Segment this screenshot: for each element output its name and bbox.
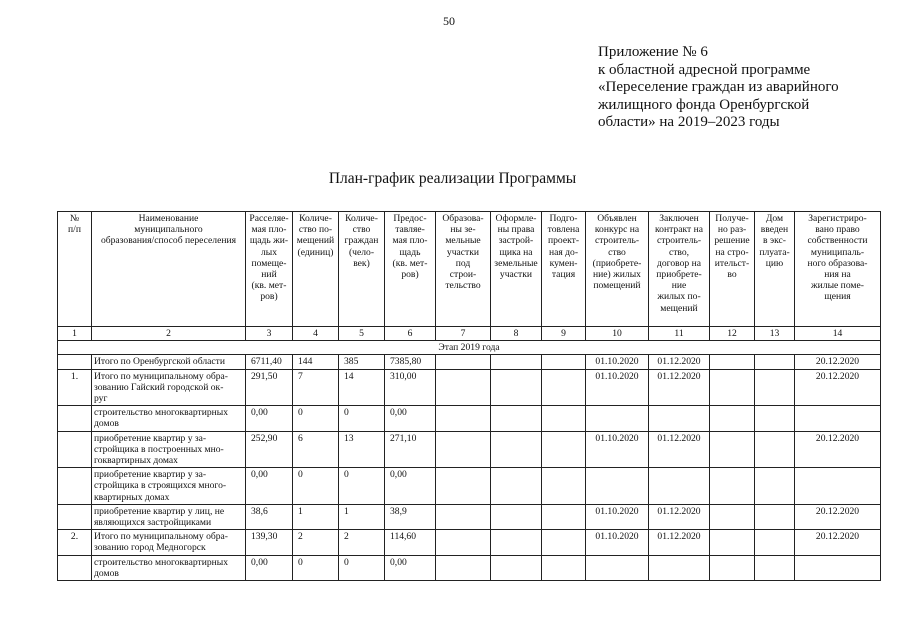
table-cell: 20.12.2020: [795, 431, 881, 468]
column-number: 11: [649, 327, 710, 341]
table-cell: 139,30: [246, 530, 293, 555]
table-cell: 20.12.2020: [795, 369, 881, 406]
table-cell: [58, 355, 92, 369]
table-cell: 13: [339, 431, 385, 468]
table-cell: 144: [293, 355, 339, 369]
table-row: [58, 406, 881, 431]
column-header: Дом введен в экс- плуата- цию: [755, 212, 795, 327]
column-number: 5: [339, 327, 385, 341]
table-cell: 20.12.2020: [795, 504, 881, 529]
table-cell: [58, 504, 92, 529]
column-header: Предос- тавляе- мая пло- щадь (кв. мет- ров): [385, 212, 436, 327]
table-row: [58, 431, 881, 468]
column-number: 9: [542, 327, 586, 341]
column-number: 4: [293, 327, 339, 341]
table-cell: 6: [293, 431, 339, 468]
table-cell: [755, 406, 795, 431]
table-cell: [542, 504, 586, 529]
table-cell: [649, 468, 710, 505]
table-cell: 114,60: [385, 530, 436, 555]
table-cell: Итого по муниципальному обра- зованию город Медногорск: [92, 530, 246, 555]
table-cell: [436, 355, 491, 369]
table-cell: [710, 530, 755, 555]
table-row: [58, 355, 881, 369]
table-cell: 7385,80: [385, 355, 436, 369]
table-cell: [491, 530, 542, 555]
table-cell: строительство многоквартирных домов: [92, 555, 246, 580]
table-cell: 385: [339, 355, 385, 369]
column-number: 1: [58, 327, 92, 341]
table-cell: 0: [339, 406, 385, 431]
table-cell: 310,00: [385, 369, 436, 406]
table-cell: 0,00: [246, 555, 293, 580]
column-header: Зарегистриро- вано право собственности муниципаль- ного образова- ния на жилые поме- щения: [795, 212, 881, 327]
table-cell: 01.10.2020: [586, 530, 649, 555]
table-cell: [542, 555, 586, 580]
table-cell: [491, 555, 542, 580]
column-header: Количе- ство по- мещений (единиц): [293, 212, 339, 327]
table-cell: [58, 468, 92, 505]
table-cell: 271,10: [385, 431, 436, 468]
table-cell: [58, 406, 92, 431]
table-cell: [755, 530, 795, 555]
table-cell: [491, 468, 542, 505]
appendix-line: жилищного фонда Оренбургской: [598, 96, 810, 113]
column-number: 6: [385, 327, 436, 341]
column-number: 12: [710, 327, 755, 341]
header-row: [58, 212, 881, 327]
table-cell: [542, 431, 586, 468]
table-cell: Итого по муниципальному обра- зованию Гайский городской ок- руг: [92, 369, 246, 406]
table-cell: 252,90: [246, 431, 293, 468]
table-row: [58, 530, 881, 555]
table-row: [58, 468, 881, 505]
table-cell: [58, 555, 92, 580]
table-cell: [436, 431, 491, 468]
table-cell: 01.12.2020: [649, 355, 710, 369]
schedule-table: [57, 211, 881, 581]
table-cell: 1: [339, 504, 385, 529]
table-cell: [436, 468, 491, 505]
table-cell: [795, 406, 881, 431]
column-header: Расселяе- мая пло- щадь жи- лых помеще- ний (кв. мет- ров): [246, 212, 293, 327]
table-cell: [755, 468, 795, 505]
table-cell: Итого по Оренбургской области: [92, 355, 246, 369]
table-cell: 7: [293, 369, 339, 406]
table-cell: [710, 369, 755, 406]
stage-label: Этап 2019 года: [58, 341, 881, 355]
table-cell: 20.12.2020: [795, 530, 881, 555]
table-cell: 01.12.2020: [649, 431, 710, 468]
appendix-line: Приложение № 6: [598, 44, 708, 60]
table-cell: [586, 406, 649, 431]
table-cell: [491, 431, 542, 468]
table-cell: [586, 468, 649, 505]
column-number-row: [58, 327, 881, 341]
table-cell: [755, 555, 795, 580]
column-number: 7: [436, 327, 491, 341]
table-cell: 0,00: [385, 406, 436, 431]
table-cell: [710, 555, 755, 580]
column-header: Образова- ны зе- мельные участки под строи- тельство: [436, 212, 491, 327]
table-cell: [436, 406, 491, 431]
column-number: 8: [491, 327, 542, 341]
table-cell: 0,00: [385, 468, 436, 505]
table-cell: 01.10.2020: [586, 355, 649, 369]
table-cell: строительство многоквартирных домов: [92, 406, 246, 431]
table-cell: [710, 355, 755, 369]
table-cell: [542, 369, 586, 406]
table-cell: приобретение квартир у за- стройщика в строящихся много- квартирных домах: [92, 468, 246, 505]
table-row: [58, 369, 881, 406]
table-cell: 0: [339, 555, 385, 580]
table-cell: 0: [293, 468, 339, 505]
table-cell: 291,50: [246, 369, 293, 406]
column-number: 14: [795, 327, 881, 341]
table-cell: [542, 406, 586, 431]
table-cell: 01.12.2020: [649, 504, 710, 529]
page-number: 50: [443, 14, 455, 28]
table-cell: [649, 406, 710, 431]
table-cell: 38,6: [246, 504, 293, 529]
table-cell: [436, 504, 491, 529]
table-cell: 01.10.2020: [586, 431, 649, 468]
table-cell: [649, 555, 710, 580]
table-cell: 01.12.2020: [649, 369, 710, 406]
table-cell: 0: [293, 555, 339, 580]
column-header: Количе- ство граждан (чело- век): [339, 212, 385, 327]
column-number: 3: [246, 327, 293, 341]
table-cell: 2: [293, 530, 339, 555]
column-number: 2: [92, 327, 246, 341]
table-cell: [436, 369, 491, 406]
table-cell: 0,00: [385, 555, 436, 580]
document-title: План-график реализации Программы: [328, 170, 577, 187]
table-cell: [436, 530, 491, 555]
column-header: Наименование муниципального образования/способ переселения: [92, 212, 246, 327]
table-cell: [58, 431, 92, 468]
table-cell: 20.12.2020: [795, 355, 881, 369]
appendix-header: [598, 44, 839, 132]
table-cell: [755, 504, 795, 529]
table-cell: [755, 355, 795, 369]
table-cell: 01.10.2020: [586, 504, 649, 529]
table-cell: [491, 406, 542, 431]
table-cell: [710, 431, 755, 468]
table-cell: [491, 369, 542, 406]
column-header: Получе- но раз- решение на стро- ительст- во: [710, 212, 755, 327]
table-cell: приобретение квартир у за- стройщика в построенных мно- гоквартирных домах: [92, 431, 246, 468]
table-cell: [710, 406, 755, 431]
table-cell: 0,00: [246, 406, 293, 431]
table-cell: приобретение квартир у лиц, не являющихся застройщиками: [92, 504, 246, 529]
table-cell: [710, 504, 755, 529]
table-cell: 01.12.2020: [649, 530, 710, 555]
table-cell: [795, 555, 881, 580]
table-cell: 14: [339, 369, 385, 406]
table-cell: [755, 369, 795, 406]
table-row: [58, 504, 881, 529]
column-number: 13: [755, 327, 795, 341]
table-cell: 1: [293, 504, 339, 529]
table-cell: [542, 468, 586, 505]
stage-row: [58, 341, 881, 355]
table-cell: 0: [293, 406, 339, 431]
column-header: Подго- товлена проект- ная до- кумен- тация: [542, 212, 586, 327]
table-cell: 0,00: [246, 468, 293, 505]
table-cell: 38,9: [385, 504, 436, 529]
table-cell: 6711,40: [246, 355, 293, 369]
appendix-line: к областной адресной программе: [598, 61, 811, 78]
appendix-line: области» на 2019–2023 годы: [598, 114, 780, 130]
column-header: Заключен контракт на строитель- ство, договор на приобрете- ние жилых по- мещений: [649, 212, 710, 327]
table-cell: [710, 468, 755, 505]
table-cell: 01.10.2020: [586, 369, 649, 406]
column-header: № п/п: [58, 212, 92, 327]
table-cell: 2: [339, 530, 385, 555]
column-header: Объявлен конкурс на строитель- ство (приобрете- ние) жилых помещений: [586, 212, 649, 327]
table-cell: [755, 431, 795, 468]
table-cell: [542, 355, 586, 369]
table-cell: [586, 555, 649, 580]
column-number: 10: [586, 327, 649, 341]
appendix-line: «Переселение граждан из аварийного: [598, 79, 839, 95]
table-row: [58, 555, 881, 580]
table-cell: [491, 504, 542, 529]
table-cell: 2.: [58, 530, 92, 555]
table-cell: 0: [339, 468, 385, 505]
table-cell: [436, 555, 491, 580]
table-cell: 1.: [58, 369, 92, 406]
table-cell: [795, 468, 881, 505]
table-cell: [542, 530, 586, 555]
table-cell: [491, 355, 542, 369]
column-header: Оформле- ны права застрой- щика на земельные участки: [491, 212, 542, 327]
